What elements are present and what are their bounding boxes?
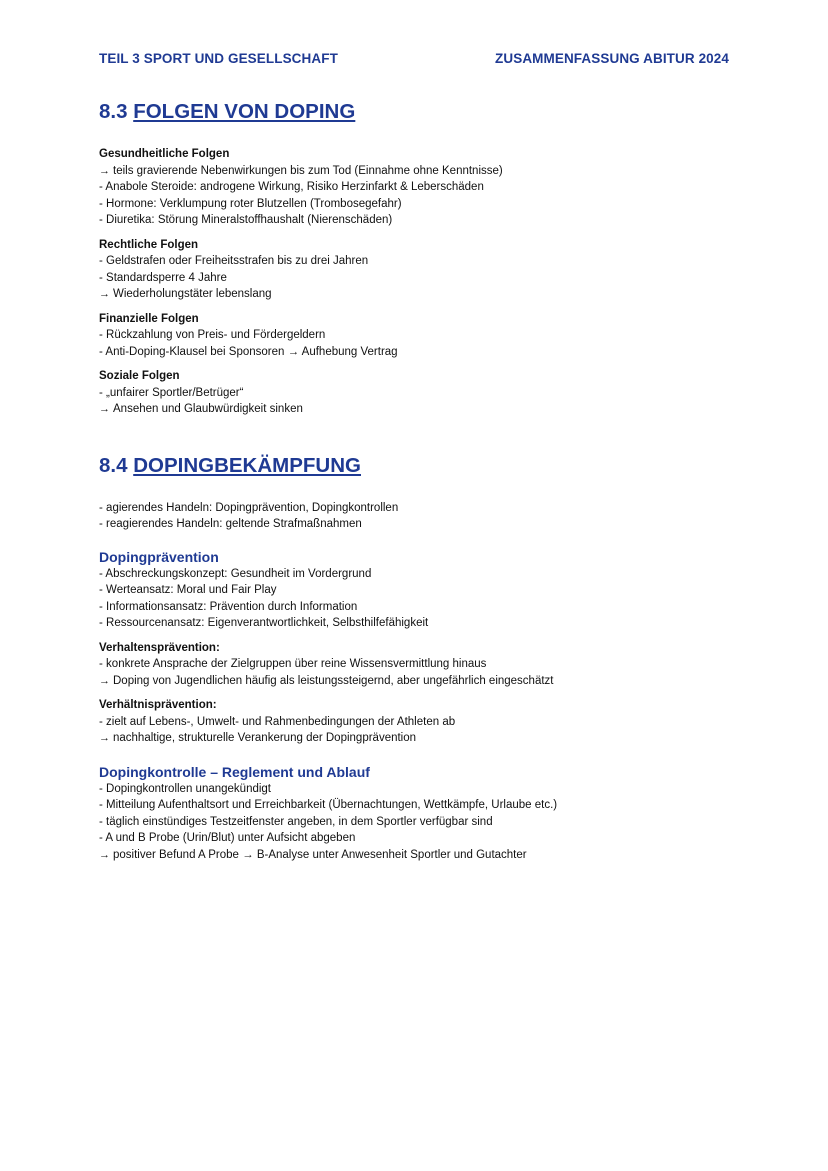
block-verhaeltnispraevention [99,697,739,747]
block-dopingkontrolle [99,763,739,864]
list-item: → nachhaltige, strukturelle Verankerung der Dopingprävention [99,732,417,744]
dash-bullet: - [99,584,103,596]
list-item: → positiver Befund A Probe → B-Analyse unter Anwesenheit Sportler und Gutachter [99,848,527,861]
list-item: - Werteansatz: Moral und Fair Play [99,584,277,596]
dash-bullet: - [99,832,103,844]
list-item: → Doping von Jugendlichen häufig als leistungssteigernd, aber ungefährlich eingeschätzt [99,674,554,687]
dash-bullet: - [99,255,103,267]
dash-bullet: - [99,567,103,580]
block-verhaltenspraevention [99,640,739,690]
section-number: 8.4 [99,453,128,477]
list-item: - reagierendes Handeln: geltende Strafmaßnahmen [99,518,362,530]
arrow-right-icon: → [99,732,110,744]
list-item: → Ansehen und Glaubwürdigkeit sinken [99,403,303,415]
arrow-right-icon: → [99,848,110,861]
dash-bullet: - [99,214,103,226]
list-item: → teils gravierende Nebenwirkungen bis zum Tod (Einnahme ohne Kenntnisse) [99,164,503,177]
list-item: - Dopingkontrollen unangekündigt [99,782,272,795]
block-heading: Rechtliche Folgen [99,238,199,251]
dash-bullet: - [99,197,103,210]
block-gesundheitliche-folgen [99,146,739,229]
block-heading: Verhaltensprävention: [99,641,220,654]
block-heading: Soziale Folgen [99,370,180,382]
list-item: - Standardsperre 4 Jahre [99,271,227,284]
block-heading: Gesundheitliche Folgen [99,148,230,160]
block-heading: Finanzielle Folgen [99,312,199,325]
block-rechtliche-folgen [99,237,739,303]
dash-bullet: - [99,617,103,629]
dash-bullet: - [99,501,103,514]
arrow-right-icon: → [99,674,110,687]
section-title: DOPINGBEKÄMPFUNG [133,453,361,477]
list-item: - täglich einstündiges Testzeitfenster angeben, in dem Sportler verfügbar sind [99,815,493,828]
dash-bullet: - [99,815,103,828]
dash-bullet: - [99,518,103,530]
section-title: FOLGEN VON DOPING [133,100,356,123]
list-item: → Wiederholungstäter lebenslang [99,288,272,300]
dash-bullet: - [99,329,103,341]
header-right: ZUSAMMENFASSUNG ABITUR 2024 [495,51,729,66]
dash-bullet: - [99,181,103,193]
list-item: - Geldstrafen oder Freiheitsstrafen bis zu drei Jahren [99,255,369,267]
dash-bullet: - [99,658,103,670]
dash-bullet: - [99,715,103,728]
arrow-right-icon: → [99,164,110,177]
intro-list [99,500,739,533]
list-item: - „unfairer Sportler/Betrüger“ [99,386,244,399]
dash-bullet: - [99,782,103,795]
list-item: - Anti-Doping-Klausel bei Sponsoren → Aufhebung Vertrag [99,345,398,358]
subsection-title: Dopingprävention [99,548,219,565]
header-left: TEIL 3 SPORT UND GESELLSCHAFT [99,51,338,66]
dash-bullet: - [99,386,103,399]
list-item: - Diuretika: Störung Mineralstoffhaushalt (Nierenschäden) [99,214,393,226]
list-item: - zielt auf Lebens-, Umwelt- und Rahmenbedingungen der Athleten ab [99,715,456,728]
list-item: - Anabole Steroide: androgene Wirkung, Risiko Herzinfarkt & Leberschäden [99,181,484,193]
list-item: - Rückzahlung von Preis- und Fördergeldern [99,329,326,341]
document-body [99,98,739,863]
dash-bullet: - [99,600,103,613]
block-finanzielle-folgen [99,311,739,361]
list-item: - Abschreckungskonzept: Gesundheit im Vordergrund [99,567,372,580]
list-item: - Informationsansatz: Prävention durch Information [99,600,358,613]
list-item: - konkrete Ansprache der Zielgruppen über reine Wissensvermittlung hinaus [99,658,487,670]
list-item: - Ressourcenansatz: Eigenverantwortlichkeit, Selbsthilfefähigkeit [99,617,429,629]
section-number: 8.3 [99,100,128,123]
dash-bullet: - [99,345,103,358]
section-8-4-title [99,452,739,480]
section-8-3-title [99,98,739,126]
arrow-right-icon: → [99,403,110,415]
block-heading: Verhältnisprävention: [99,699,217,711]
dash-bullet: - [99,799,103,811]
block-soziale-folgen [99,368,739,418]
arrow-right-icon: → [99,288,110,300]
subsection-title: Dopingkontrolle – Reglement und Ablauf [99,763,370,780]
list-item: - A und B Probe (Urin/Blut) unter Aufsicht abgeben [99,832,356,844]
page-header [99,51,729,66]
list-item: - agierendes Handeln: Dopingprävention, Dopingkontrollen [99,501,399,514]
block-dopingpraevention [99,548,739,632]
list-item: - Hormone: Verklumpung roter Blutzellen (Trombosegefahr) [99,197,402,210]
dash-bullet: - [99,271,103,284]
list-item: - Mitteilung Aufenthaltsort und Erreichbarkeit (Übernachtungen, Wettkämpfe, Urlaube etc.) [99,799,558,811]
